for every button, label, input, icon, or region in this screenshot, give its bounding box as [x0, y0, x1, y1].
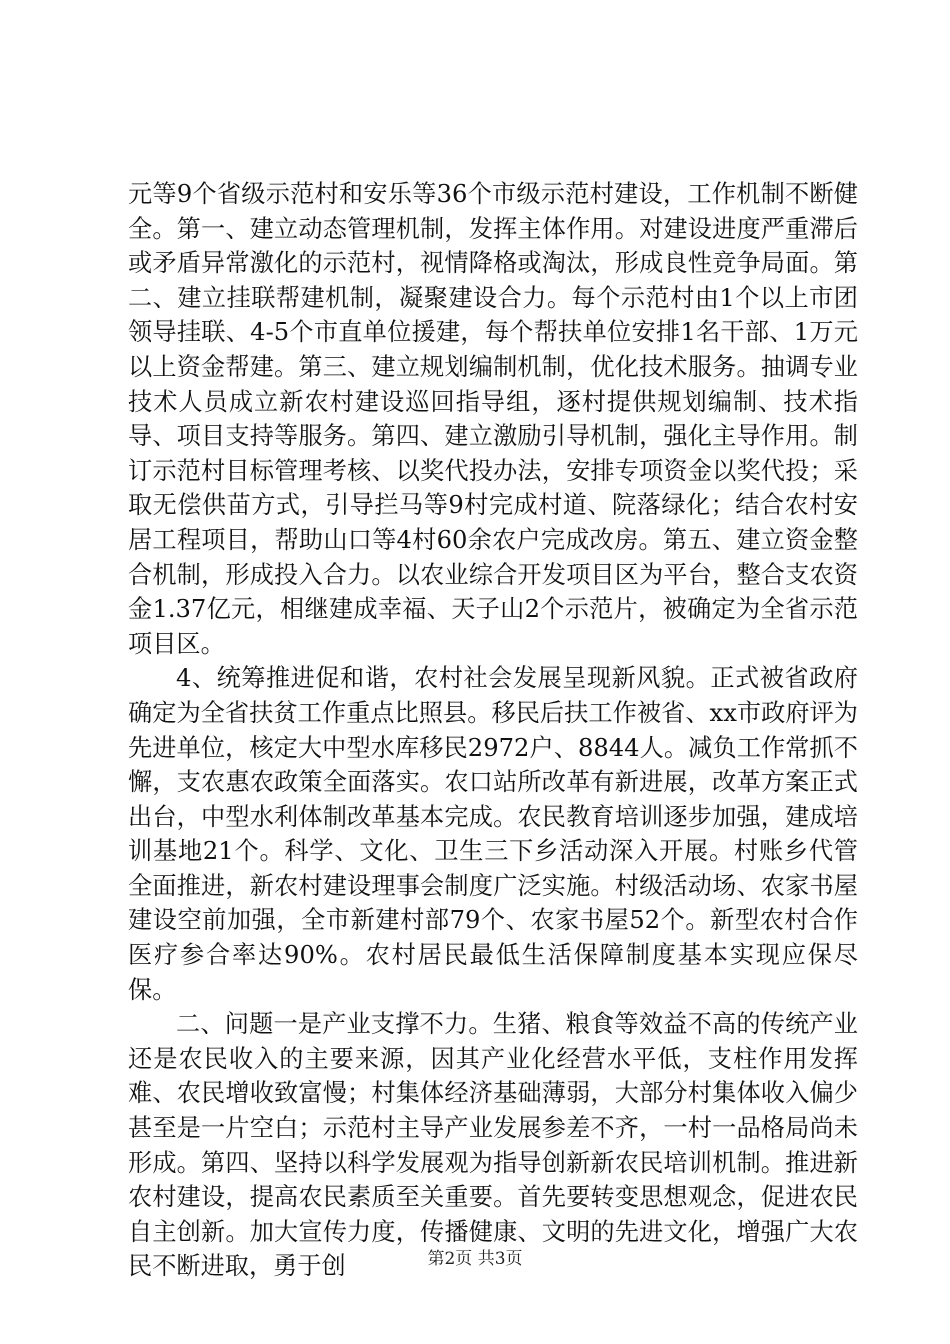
paragraph-2: 4、统筹推进促和谐，农村社会发展呈现新风貌。正式被省政府确定为全省扶贫工作重点比照县。移民后扶工作被省、xx市政府评为先进单位，核定大中型水库移民2972户、8844人。减负工作常抓不懈，支农惠农政策全面落实。农口站所改革有新进展，改革方案正式出台，中型水利体制改革基本完成。农民教育培训逐步加强，建成培训基地21个。科学、文化、卫生三下乡活动深入开展。村账乡代管全面推进，新农村建设理事会制度广泛实施。村级活动场、农家书屋建设空前加强，全市新建村部79个、农家书屋52个。新型农村合作医疗参合率达90%。农村居民最低生活保障制度基本实现应保尽保。 — [128, 664, 858, 1004]
paragraph-1: 元等9个省级示范村和安乐等36个市级示范村建设，工作机制不断健全。第一、建立动态管理机制，发挥主体作用。对建设进度严重滞后或矛盾异常激化的示范村，视情降格或淘汰，形成良性竞争局面。第二、建立挂联帮建机制，凝聚建设合力。每个示范村由1个以上市团领导挂联、4-5个市直单位援建，每个帮扶单位安排1名干部、1万元以上资金帮建。第三、建立规划编制机制，优化技术服务。抽调专业技术人员成立新农村建设巡回指导组，逐村提供规划编制、技术指导、项目支持等服务。第四、建立激励引导机制，强化主导作用。制订示范村目标管理考核、以奖代投办法，安排专项资金以奖代投；采取无偿供苗方式，引导拦马等9村完成村道、院落绿化；结合农村安居工程项目，帮助山口等4村60余农户完成改房。第五、建立资金整合机制，形成投入合力。以农业综合开发项目区为平台，整合支农资金1.37亿元，相继建成幸福、天子山2个示范片，被确定为全省示范项目区。 — [128, 180, 858, 658]
document-body — [128, 177, 858, 1284]
page-number-footer: 第2页 共3页 — [427, 1249, 523, 1269]
paragraph-3: 二、问题一是产业支撑不力。生猪、粮食等效益不高的传统产业还是农民收入的主要来源，因其产业化经营水平低，支柱作用发挥难、农民增收致富慢；村集体经济基础薄弱，大部分村集体收入偏少甚至是一片空白；示范村主导产业发展参差不齐，一村一品格局尚未形成。第四、坚持以科学发展观为指导创新新农民培训机制。推进新农村建设，提高农民素质至关重要。首先要转变思想观念，促进农民自主创新。加大宣传力度，传播健康、文明的先进文化，增强广大农民不断进取，勇于创 — [128, 1010, 858, 1281]
